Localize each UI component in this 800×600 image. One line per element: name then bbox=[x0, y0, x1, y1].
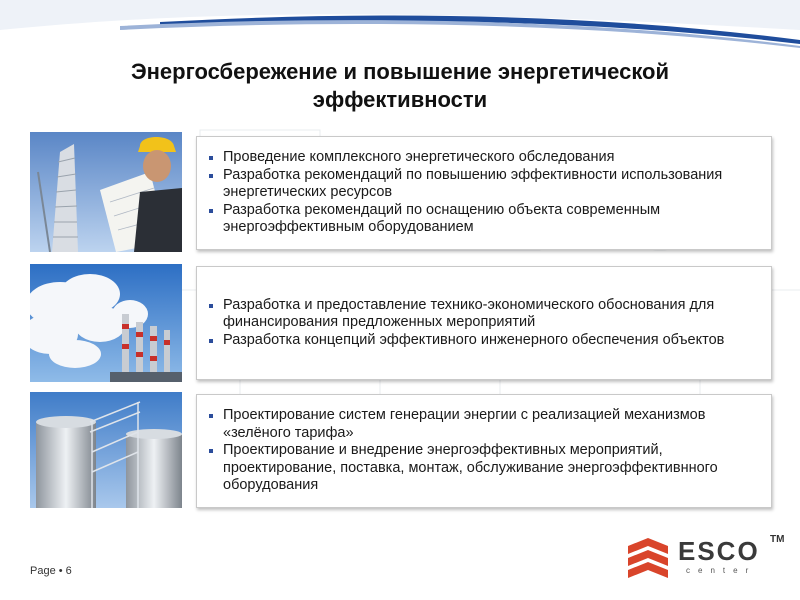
list-item-text: Разработка концепций эффективного инженерного обеспечения объектов bbox=[223, 331, 725, 348]
logo-trademark: TM bbox=[770, 534, 785, 545]
list-item bbox=[207, 297, 761, 332]
page-title-line1: Энергосбережение и повышение энергетической bbox=[130, 59, 670, 84]
bullet-icon bbox=[209, 414, 213, 418]
services-list-3 bbox=[207, 407, 761, 495]
bullet-icon bbox=[209, 304, 213, 308]
list-item-text: Разработка рекомендаций по оснащению объекта современным энергоэффективным оборудованием bbox=[223, 201, 661, 236]
services-panel-3 bbox=[196, 394, 772, 508]
list-item-text: Проектирование и внедрение энергоэффективных мероприятий, проектирование, поставка, монтаж, обслуживание энергоэффективнного оборудования bbox=[223, 442, 718, 494]
industrial-tanks-image bbox=[30, 392, 182, 508]
list-item bbox=[207, 332, 761, 350]
esco-logo-mark-icon bbox=[624, 536, 672, 584]
list-item bbox=[207, 407, 761, 442]
header-swoosh bbox=[0, 0, 800, 60]
bullet-icon bbox=[209, 209, 213, 213]
list-item bbox=[207, 202, 761, 237]
page-number: Page • 6 bbox=[30, 565, 72, 577]
page-title-line2: эффективности bbox=[312, 87, 488, 112]
bullet-icon bbox=[209, 449, 213, 453]
list-item-text: Проектирование систем генерации энергии с реализацией механизмов «зелёного тарифа» bbox=[223, 407, 706, 441]
bullet-icon bbox=[209, 339, 213, 343]
bullet-icon bbox=[209, 156, 213, 160]
logo-subtitle: center bbox=[686, 566, 757, 575]
list-item bbox=[207, 167, 761, 202]
page-title bbox=[40, 58, 760, 114]
logo-word: ESCO bbox=[678, 536, 760, 566]
services-panel-2 bbox=[196, 266, 772, 380]
list-item bbox=[207, 149, 761, 167]
services-list-1 bbox=[207, 149, 761, 237]
list-item-text: Разработка и предоставление технико-экономического обоснования для финансирования предложенных мероприятий bbox=[223, 296, 715, 331]
services-list-2 bbox=[207, 297, 761, 350]
esco-logo bbox=[624, 534, 784, 586]
list-item bbox=[207, 442, 761, 495]
smokestacks-image bbox=[30, 264, 182, 382]
list-item-text: Проведение комплексного энергетического обследования bbox=[223, 149, 615, 166]
engineer-blueprint-image bbox=[30, 132, 182, 252]
list-item-text: Разработка рекомендаций по повышению эффективности использования энергетических ресурсов bbox=[223, 166, 723, 201]
bullet-icon bbox=[209, 174, 213, 178]
services-panel-1 bbox=[196, 136, 772, 250]
